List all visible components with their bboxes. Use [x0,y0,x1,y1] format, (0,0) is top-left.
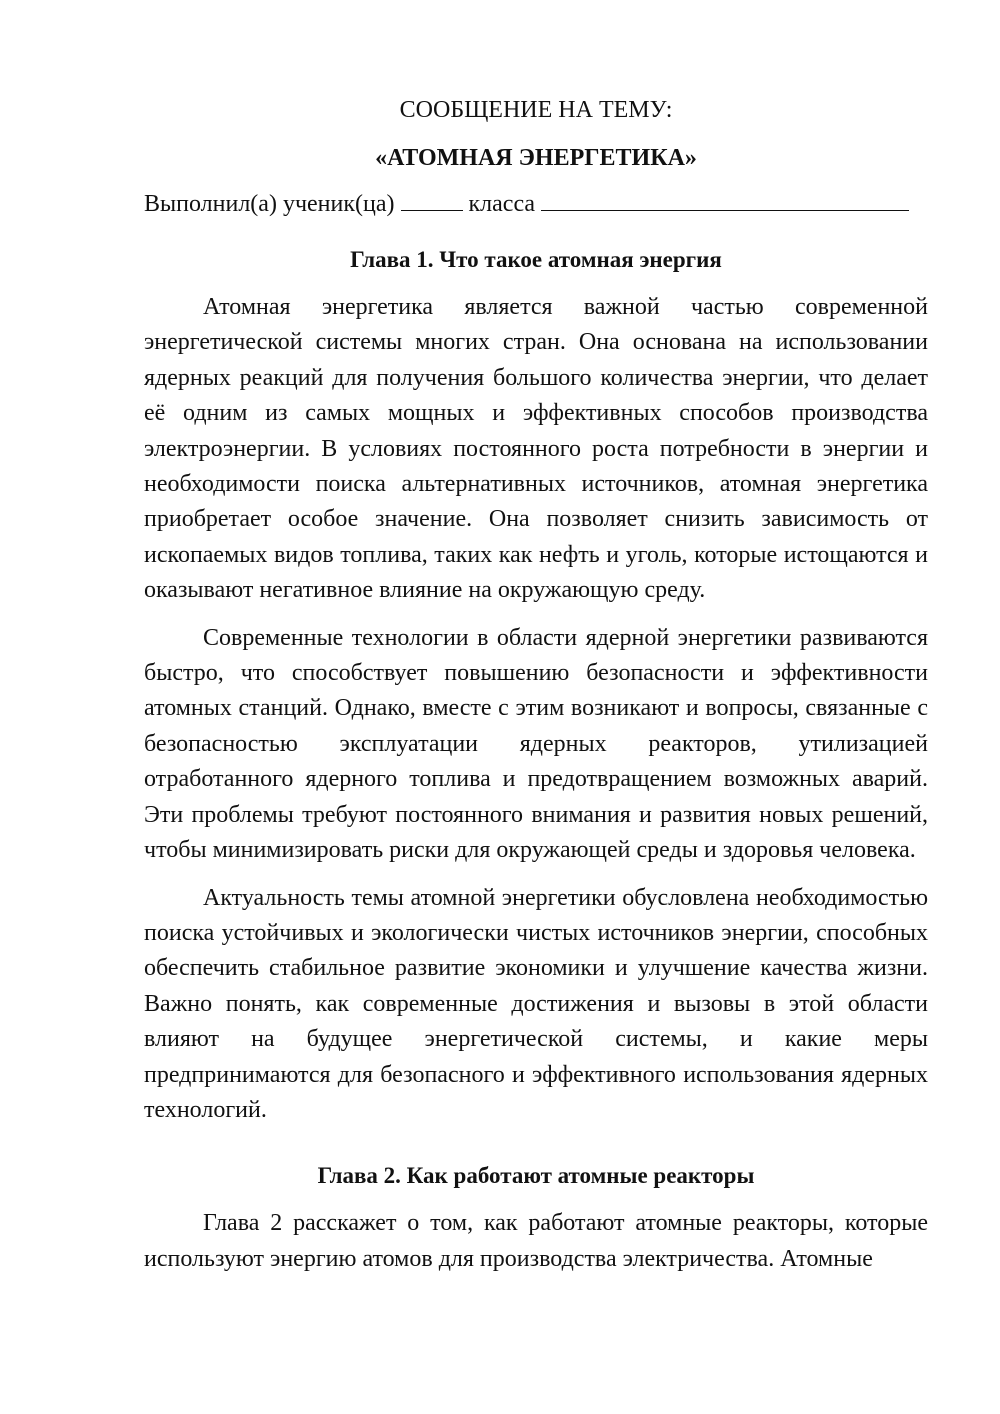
chapter-1-paragraph: Современные технологии в области ядерной энергетики развиваются быстро, что способствует повышению безопасности и эффективности атомных станций. Однако, вместе с этим возникают и вопросы, связанные с безопасностью эксплуатации ядерных реакторов, утилизацией отработанного ядерного топлива и предотвращением возможных аварий. Эти проблемы требуют постоянного внимания и развития новых решений, чтобы минимизировать риски для окружающей среды и здоровья человека. [144,624,928,864]
class-label: класса [468,191,536,217]
student-label: Выполнил(а) ученик(ца) [144,191,395,217]
document-title-line-1: СООБЩЕНИЕ НА ТЕМУ: [399,97,673,123]
document-title-line-2: «АТОМНАЯ ЭНЕРГЕТИКА» [375,145,697,171]
chapter-1-paragraph: Атомная энергетика является важной частью современной энергетической системы многих стран. Она основана на использовании ядерных реакций для получения большого количества энергии, что делает её одним из самых мощных и эффективных способов производства электроэнергии. В условиях постоянного роста потребности в энергии и необходимости поиска альтернативных источников, атомная энергетика приобретает особое значение. Она позволяет снизить зависимость от ископаемых видов топлива, таких как нефть и уголь, которые истощаются и оказывают негативное влияние на окружающую среду. [144,294,928,604]
chapter-2-heading: Глава 2. Как работают атомные реакторы [317,1163,755,1189]
class-blank-field [541,188,909,211]
document-page [144,92,928,1289]
chapter-1-heading: Глава 1. Что такое атомная энергия [350,247,722,272]
student-info-line [144,186,928,222]
chapter-1-paragraph: Актуальность темы атомной энергетики обусловлена необходимостью поиска устойчивых и экологически чистых источников энергии, способных обеспечить стабильное развитие экономики и улучшение качества жизни. Важно понять, как современные достижения и вызовы в этой области влияют на будущее энергетической системы, и какие меры предпринимаются для безопасного и эффективного использования ядерных технологий. [144,884,928,1123]
student-blank-field [401,188,463,211]
chapter-2-paragraph: Глава 2 расскажет о том, как работают атомные реакторы, которые используют энергию атомов для производства электричества. Атомные [144,1210,928,1272]
